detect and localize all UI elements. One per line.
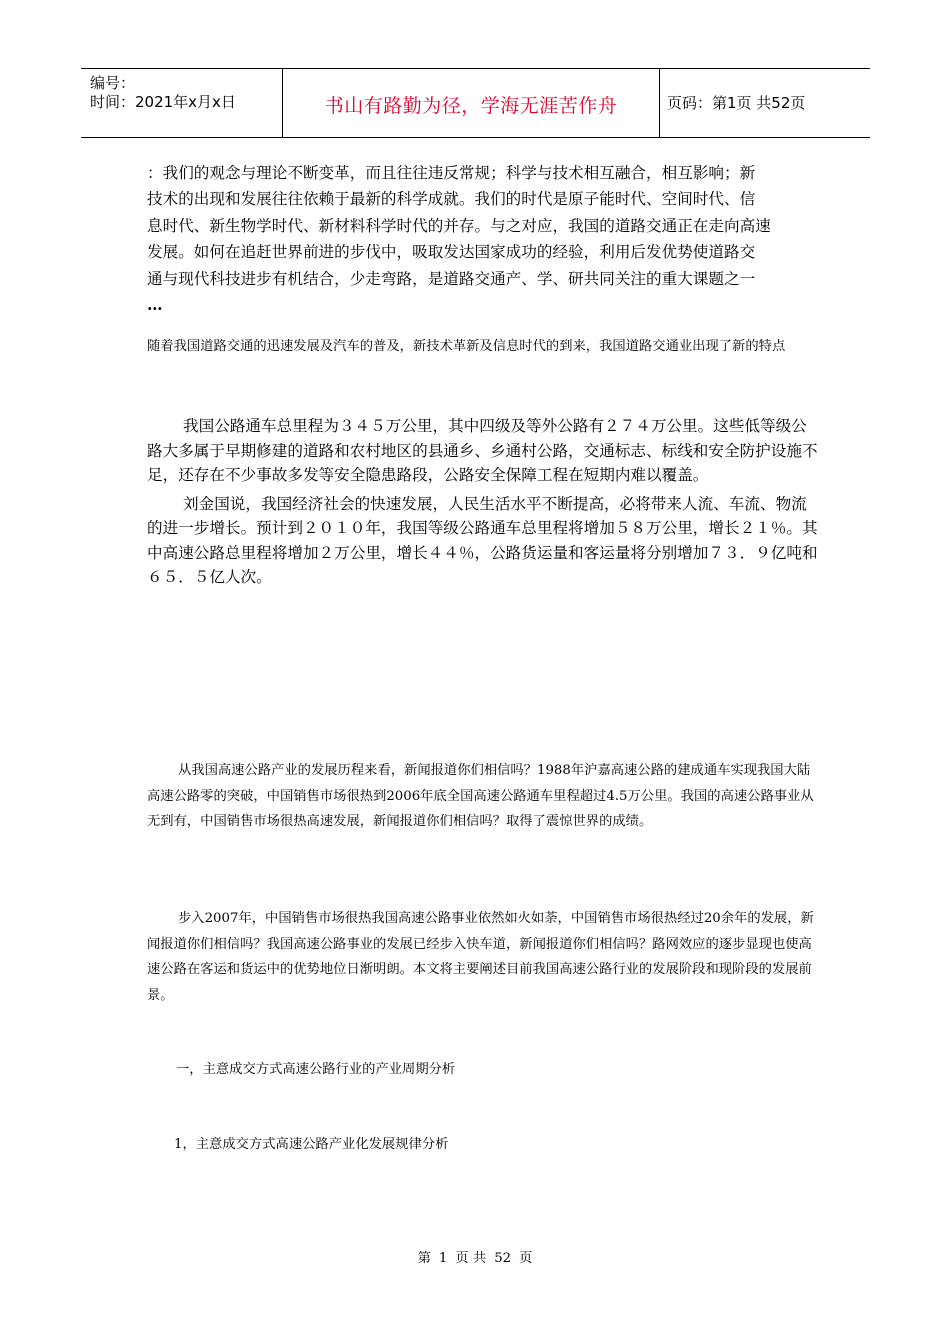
- intro-line: 通与现代科技进步有机结合，少走弯路，是道路交通产、学、研共同关注的重大课题之一: [147, 269, 756, 288]
- document-number-label: 编号：: [90, 74, 136, 92]
- footer-mid: 页 共: [455, 1251, 487, 1266]
- header-motto: 书山有路勤为径，学海无涯苦作舟: [324, 95, 618, 117]
- outlook-paragraph: [147, 906, 819, 1008]
- page-footer: [0, 1247, 950, 1266]
- document-time-label: 时间：2021年x月x日: [90, 93, 236, 111]
- footer-suffix: 页: [519, 1251, 533, 1266]
- body-section: [147, 414, 819, 594]
- body-paragraph-growth: 刘金国说，我国经济社会的快速发展，人民生活水平不断提高，必将带来人流、车流、物流的进一步增长。预计到２０１０年，我国等级公路通车总里程将增加５８万公里，增长２１％。其中高速公路总里程将增加２万公里，增长４４％，公路货运量和客运量将分别增加７３．９亿吨和６５．５亿人次。: [147, 494, 818, 586]
- section-heading-2: 1，主意成交方式高速公路产业化发展规律分析: [174, 1137, 449, 1152]
- intro-line: 技术的出现和发展往往依赖于最新的科学成就。我们的时代是原子能时代、空间时代、信: [147, 190, 756, 209]
- history-text: 从我国高速公路产业的发展历程来看，新闻报道你们相信吗？1988年沪嘉高速公路的建成通车实现我国大陆高速公路零的突破，中国销售市场很热到2006年底全国高速公路通车里程超过4.5万公里。我国的高速公路事业从无到有，中国销售市场很热高速发展，新闻报道你们相信吗？取得了震惊世界的成绩。: [147, 763, 814, 829]
- header-page-label: 页码：第1页 共52页: [667, 94, 806, 112]
- body-paragraph-mileage: 我国公路通车总里程为３４５万公里，其中四级及等外公路有２７４万公里。这些低等级公路大多属于早期修建的道路和农村地区的县通乡、乡通村公路，交通标志、标线和安全防护设施不足，还存在不少事故多发等安全隐患路段，公路安全保障工程在短期内难以覆盖。: [147, 417, 818, 484]
- subtitle-paragraph: 随着我国道路交通的迅速发展及汽车的普及，新技术革新及信息时代的到来，我国道路交通业出现了新的特点: [147, 339, 786, 354]
- intro-line: ：我们的观念与理论不断变革，而且往往违反常规；科学与技术相互融合，相互影响；新: [147, 164, 756, 182]
- intro-paragraph: [147, 160, 819, 318]
- history-paragraph: [147, 758, 819, 835]
- intro-line: 发展。如何在追赶世界前进的步伐中，吸取发达国家成功的经验，利用后发优势使道路交: [147, 243, 756, 262]
- header-page-cell: [660, 69, 870, 137]
- header-meta-cell: [81, 69, 283, 137]
- footer-total-pages: 52: [494, 1251, 512, 1266]
- header-motto-cell: [283, 69, 660, 137]
- page-header: [81, 68, 870, 138]
- intro-line: 息时代、新生物学时代、新材料科学时代的并存。与之对应，我国的道路交通正在走向高速: [147, 216, 771, 235]
- footer-prefix: 第: [417, 1251, 431, 1266]
- footer-page-number: 1: [438, 1251, 448, 1266]
- outlook-text: 步入2007年，中国销售市场很热我国高速公路事业依然如火如荼，中国销售市场很热经过20余年的发展，新闻报道你们相信吗？我国高速公路事业的发展已经步入快车道，新闻报道你们相信吗？路网效应的逐步显现也使高速公路在客运和货运中的优势地位日渐明朗。本文将主要阐述目前我国高速公路行业的发展阶段和现阶段的发展前景。: [147, 911, 814, 1003]
- section-heading-1: 一，主意成交方式高速公路行业的产业周期分析: [176, 1062, 456, 1077]
- intro-ellipsis: …: [147, 295, 164, 315]
